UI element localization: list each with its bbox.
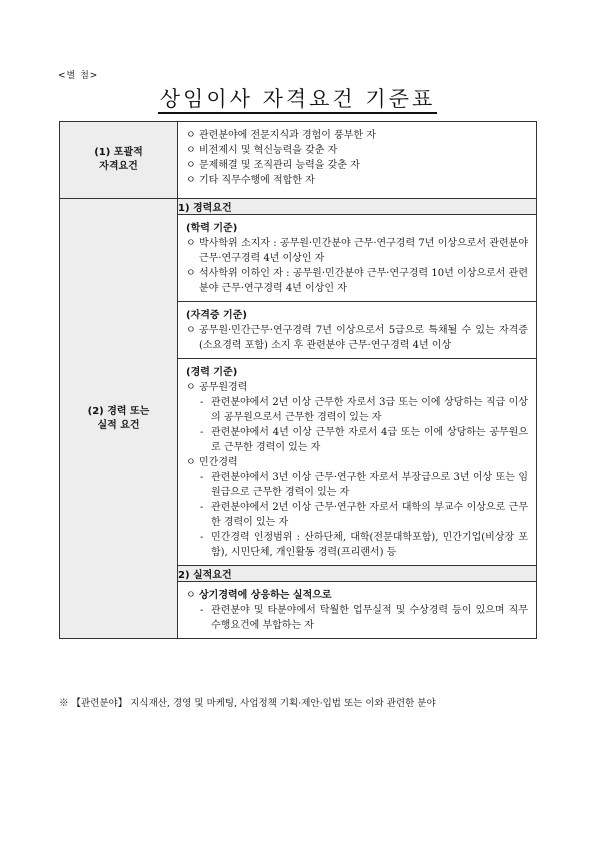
- list-item: - 관련분야에서 3년 이상 근무·연구한 자로서 부장급으로 3년 이상 또는 임원급으로 근무한 경력이 있는 자: [200, 472, 528, 498]
- list-item: ㅇ 문제해결 및 조직관리 능력을 갖춘 자: [186, 160, 360, 171]
- criteria-table: [59, 121, 537, 639]
- list-item: ㅇ 비전제시 및 혁신능력을 갖춘 자: [186, 145, 338, 156]
- list-item: ㅇ 기타 직무수행에 적합한 자: [186, 175, 315, 186]
- list-item: - 관련분야에서 2년 이상 근무한 자로서 3급 또는 이에 상당하는 직급 이상의 공무원으로서 근무한 경력이 있는 자: [200, 397, 528, 423]
- list-item: - 관련분야에서 2년 이상 근무·연구한 자로서 대학의 부교수 이상으로 근무한 경력이 있는 자: [200, 502, 528, 528]
- document-title: 상임이사 자격요건 기준표: [0, 83, 595, 113]
- list-item: ㅇ 공무원경력: [186, 382, 248, 393]
- list-item: ㅇ 관련분야에 전문지식과 경험이 풍부한 자: [186, 130, 376, 141]
- list-item: ㅇ 민간경력: [186, 457, 238, 468]
- academic-criteria-cell: [178, 215, 537, 302]
- list-item: ㅇ 상기경력에 상응하는 실적으로: [186, 590, 332, 601]
- license-criteria-title: (자격증 기준): [186, 310, 247, 321]
- academic-criteria-title: (학력 기준): [186, 223, 238, 234]
- experience-criteria-title: (경력 기준): [186, 367, 238, 378]
- career-requirement-header: 1) 경력요건: [178, 199, 537, 215]
- footnote: ※ 【관련분야】 지식재산, 경영 및 마케팅, 사업정책 기획·제안·입법 또는 이와 관련한 분야: [59, 698, 436, 709]
- performance-criteria-cell: [178, 582, 537, 639]
- list-item: ㅇ 석사학위 이하인 자 : 공무원·민간분야 근무·연구경력 10년 이상으로서 관련분야 근무·연구경력 4년 이상인 자: [186, 268, 528, 294]
- list-item: - 관련분야 및 타분야에서 탁월한 업무실적 및 수상경력 등이 있으며 직무수행요건에 부합하는 자: [200, 605, 528, 631]
- general-qualification-cell: [178, 122, 537, 199]
- performance-requirement-header: 2) 실적요건: [178, 566, 537, 582]
- general-qualification-label: (1) 포괄적 자격요건: [60, 122, 178, 199]
- list-item: ㅇ 공무원·민간근무·연구경력 7년 이상으로서 5급으로 특채될 수 있는 자격증(소요경력 포함) 소지 후 관련분야 근무·연구경력 4년 이상: [186, 325, 528, 351]
- license-criteria-cell: [178, 302, 537, 359]
- experience-criteria-cell: [178, 359, 537, 566]
- list-item: ㅇ 박사학위 소지자 : 공무원·민간분야 근무·연구경력 7년 이상으로서 관련분야 근무·연구경력 4년 이상인 자: [186, 238, 528, 264]
- list-item: - 관련분야에서 4년 이상 근무한 자로서 4급 또는 이에 상당하는 공무원으로 근무한 경력이 있는 자: [200, 427, 528, 453]
- career-performance-label: (2) 경력 또는 실적 요건: [60, 199, 178, 639]
- attachment-label: <별 첨>: [58, 71, 99, 81]
- list-item: - 민간경력 인정범위 : 산하단체, 대학(전문대학포함), 민간기업(비상장 포함), 시민단체, 개인활동 경력(프리랜서) 등: [200, 532, 528, 558]
